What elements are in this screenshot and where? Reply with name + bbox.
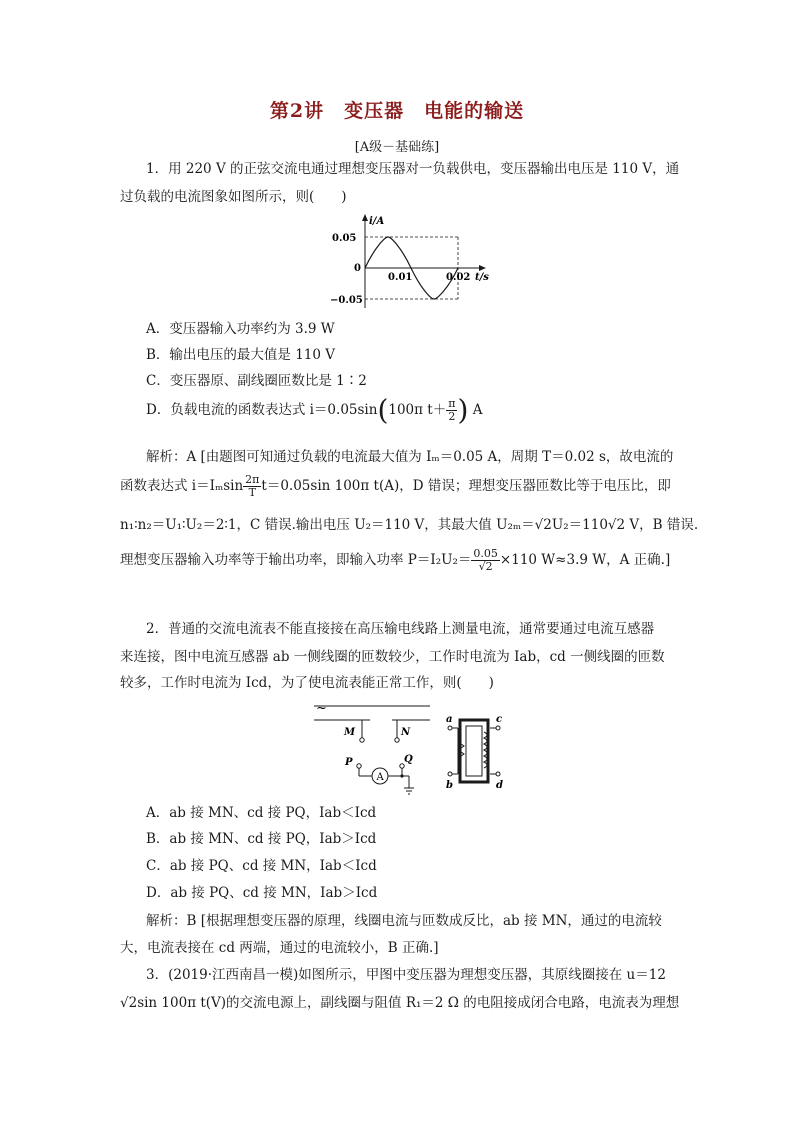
q2-option-c: C．ab 接 PQ、cd 接 MN，Iab＜Icd	[146, 858, 377, 874]
q1-solution-2: 函数表达式 i＝Iₘsin $\frac{2\pi}{T}$ t＝0.05sin 100π t(A)，D 错误；理想变压器匝数比等于电压比，即	[120, 473, 671, 499]
q1-option-a: A．变压器输入功率约为 3.9 W	[146, 321, 335, 337]
terminal-q: Q	[404, 754, 413, 765]
q2-line-1: 2．普通的交流电流表不能直接接在高压输电线路上测量电流，通常要通过电流互感器	[146, 621, 655, 637]
q1-solution-3: n₁∶n₂＝U₁∶U₂＝2∶1，C 错误.输出电压 U₂＝110 V，其最大值 U₂ₘ＝√2U₂＝110√2 V，B 错误.	[120, 517, 699, 533]
q2-solution-1: 解析：B [根据理想变压器的原理，线圈电流与匝数成反比，ab 接 MN，通过的电流较	[146, 913, 662, 929]
q2-option-a: A．ab 接 MN、cd 接 PQ，Iab＜Icd	[146, 805, 377, 821]
q1-option-b: B．输出电压的最大值是 110 V	[146, 347, 336, 363]
y-tick-zero: 0	[354, 263, 361, 274]
q1-solution-1: 解析：A [由题图可知通过负载的电流最大值为 Iₘ＝0.05 A，周期 T＝0.02 s，故电流的	[146, 449, 674, 465]
x-axis-label: t/s	[475, 272, 489, 283]
terminal-a: a	[446, 714, 453, 725]
y-tick-neg: −0.05	[330, 295, 363, 306]
x-tick-2: 0.02	[446, 272, 471, 283]
q1-option-c: C．变压器原、副线圈匝数比是 1∶2	[146, 373, 367, 389]
q1-solution-4: 理想变压器输入功率等于输出功率，即输入功率 P＝I₂U₂＝ $\frac{0.05}{√2}$ ×110 W≈3.9 W，A 正确.]	[120, 547, 671, 573]
q2-line-2: 来连接，图中电流互感器 ab 一侧线圈的匝数较少，工作时电流为 Iab，cd 一侧线圈的匝数	[120, 649, 665, 665]
ammeter-label: A	[376, 772, 384, 783]
q1-line-2: 过负载的电流图象如图所示，则( )	[120, 189, 347, 205]
x-tick-1: 0.01	[388, 272, 413, 283]
terminal-n: N	[401, 727, 411, 738]
q1-line-1: 1．用 220 V 的正弦交流电通过理想变压器对一负载供电，变压器输出电压是 110 V，通	[146, 161, 680, 177]
ac-symbol: ~	[316, 701, 327, 716]
terminal-p: P	[345, 757, 353, 768]
transformer-core	[460, 720, 488, 782]
q3-line-1: 3．(2019·江西南昌一模)如图所示，甲图中变压器为理想变压器，其原线圈接在 u＝12	[146, 967, 666, 983]
q2-line-3: 较多，工作时电流为 Icd，为了使电流表能正常工作，则( )	[120, 675, 494, 691]
level-heading: [A级－基础练]	[354, 140, 440, 155]
q3-line-2: √2sin 100π t(V)的交流电源上，副线圈与阻值 R₁＝2 Ω 的电阻接成闭合电路，电流表为理想	[120, 995, 680, 1011]
transformer-figure	[312, 700, 512, 800]
q2-option-d: D．ab 接 PQ、cd 接 MN，Iab＞Icd	[146, 885, 378, 901]
current-graph	[330, 212, 500, 312]
terminal-c: c	[496, 714, 503, 725]
terminal-d: d	[496, 780, 503, 791]
terminal-b: b	[446, 780, 453, 791]
lesson-title: 第2讲 变压器 电能的输送	[269, 100, 525, 122]
y-axis-label: i/A	[369, 216, 385, 227]
q2-solution-2: 大，电流表接在 cd 两端，通过的电流较小，B 正确.]	[120, 940, 439, 956]
terminal-m: M	[344, 727, 356, 738]
q2-option-b: B．ab 接 MN、cd 接 PQ，Iab＞Icd	[146, 831, 377, 847]
q1-option-d: D．负载电流的函数表达式 i＝0.05sin(100π t＋ $\frac{\pi}{2}$ ) A	[146, 393, 483, 427]
y-tick-pos: 0.05	[332, 233, 357, 244]
